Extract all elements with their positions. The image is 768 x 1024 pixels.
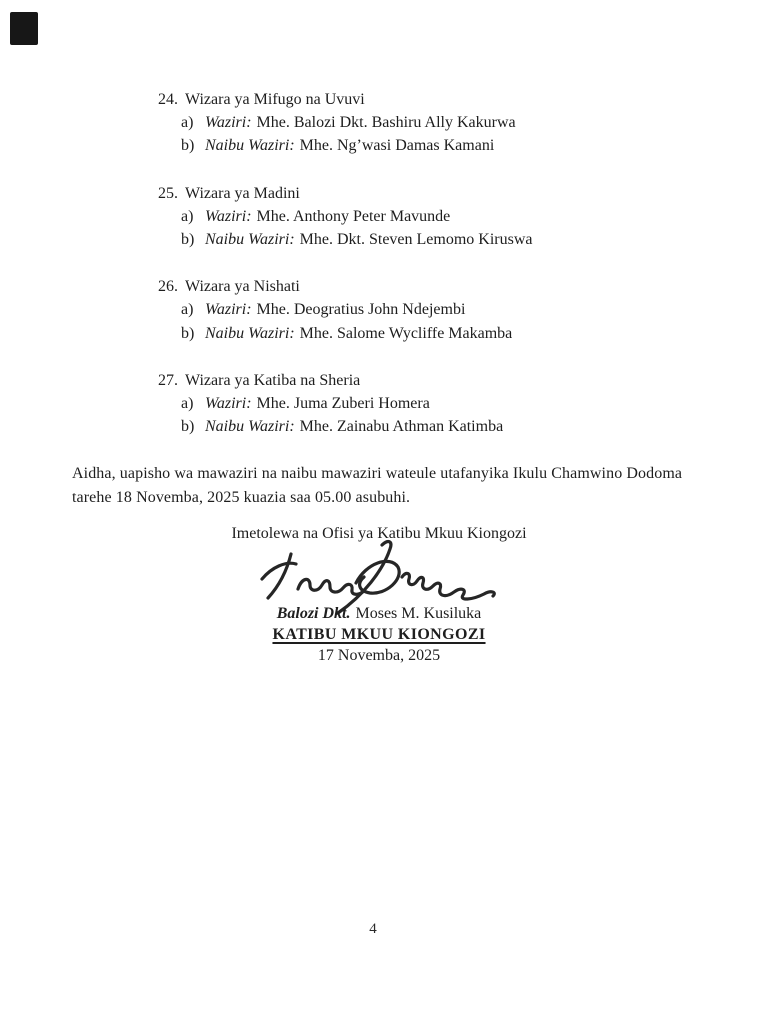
role-label: Naibu Waziri: xyxy=(205,418,295,436)
sub-item xyxy=(72,415,708,438)
sub-item xyxy=(72,392,708,415)
sub-item-text xyxy=(205,415,503,438)
sub-item-letter: a) xyxy=(181,114,194,132)
list-item-number: 25. xyxy=(158,184,178,202)
signatory-name: Moses M. Kusiluka xyxy=(355,605,482,623)
person-name: Mhe. Dkt. Steven Lemomo Kiruswa xyxy=(299,231,533,249)
sub-item-text xyxy=(205,322,512,345)
ministry-title: Wizara ya Mifugo na Uvuvi xyxy=(185,91,365,108)
ministry-heading xyxy=(72,369,708,392)
person-name: Mhe. Salome Wycliffe Makamba xyxy=(299,324,513,342)
sub-item-letter: b) xyxy=(181,231,195,249)
signatory-name-line xyxy=(72,603,686,624)
ministry-entry-27 xyxy=(72,369,708,439)
sub-item-text xyxy=(205,298,465,321)
role-label: Waziri: xyxy=(205,114,252,132)
sub-item-letter: a) xyxy=(181,207,194,225)
person-name: Mhe. Zainabu Athman Katimba xyxy=(299,418,504,436)
ministry-entry-26 xyxy=(72,275,708,345)
sub-item-text xyxy=(205,111,516,134)
ministry-title: Wizara ya Katiba na Sheria xyxy=(185,371,361,389)
signatory-title-prefix: Balozi Dkt. xyxy=(276,605,351,623)
role-label: Naibu Waziri: xyxy=(205,137,295,155)
ministry-title: Wizara ya Nishati xyxy=(185,278,300,296)
closing-block xyxy=(72,522,686,666)
sub-item-text xyxy=(205,134,494,157)
sub-item-letter: a) xyxy=(181,301,194,319)
list-item-number: 26. xyxy=(158,278,178,296)
role-label: Naibu Waziri: xyxy=(205,231,295,249)
list-item-number: 24. xyxy=(158,91,178,108)
sub-item-letter: a) xyxy=(181,395,194,413)
page-number: 4 xyxy=(369,921,377,937)
person-name: Mhe. Balozi Dkt. Bashiru Ally Kakurwa xyxy=(256,114,516,132)
role-label: Waziri: xyxy=(205,395,252,413)
sub-item-text xyxy=(205,205,450,228)
ministry-title: Wizara ya Madini xyxy=(185,184,300,202)
list-item-number: 27. xyxy=(158,371,178,389)
ministry-heading xyxy=(72,88,708,111)
sub-item-letter: b) xyxy=(181,418,195,436)
ministry-entry-25 xyxy=(72,182,708,252)
sub-item xyxy=(72,298,708,321)
person-name: Mhe. Deogratius John Ndejembi xyxy=(256,301,466,319)
sub-item xyxy=(72,134,708,157)
ministry-entry-24 xyxy=(72,88,708,158)
role-label: Waziri: xyxy=(205,301,252,319)
role-label: Naibu Waziri: xyxy=(205,324,295,342)
scan-artifact-mark xyxy=(10,12,38,45)
issuer-line: Imetolewa na Ofisi ya Katibu Mkuu Kiongozi xyxy=(231,524,527,542)
page-content xyxy=(72,88,708,666)
person-name: Mhe. Juma Zuberi Homera xyxy=(256,395,430,413)
document-date: 17 Novemba, 2025 xyxy=(317,647,441,665)
sub-item xyxy=(72,228,708,251)
person-name: Mhe. Anthony Peter Mavunde xyxy=(256,207,451,225)
ministry-heading xyxy=(72,275,708,298)
ministry-heading xyxy=(72,182,708,205)
sub-item-letter: b) xyxy=(181,137,195,155)
sub-item-text xyxy=(205,228,533,251)
sub-item xyxy=(72,111,708,134)
sub-item xyxy=(72,322,708,345)
sub-item-letter: b) xyxy=(181,324,195,342)
person-name: Mhe. Ng’wasi Damas Kamani xyxy=(299,137,495,155)
signatory-role: KATIBU MKUU KIONGOZI xyxy=(272,626,486,644)
sub-item xyxy=(72,205,708,228)
role-label: Waziri: xyxy=(205,207,252,225)
body-paragraph: Aidha, uapisho wa mawaziri na naibu mawaziri wateule utafanyika Ikulu Chamwino Dodoma tarehe 18 Novemba, 2025 kuazia saa 05.00 asubuhi. xyxy=(72,465,683,506)
signature-image xyxy=(254,539,504,613)
sub-item-text xyxy=(205,392,430,415)
